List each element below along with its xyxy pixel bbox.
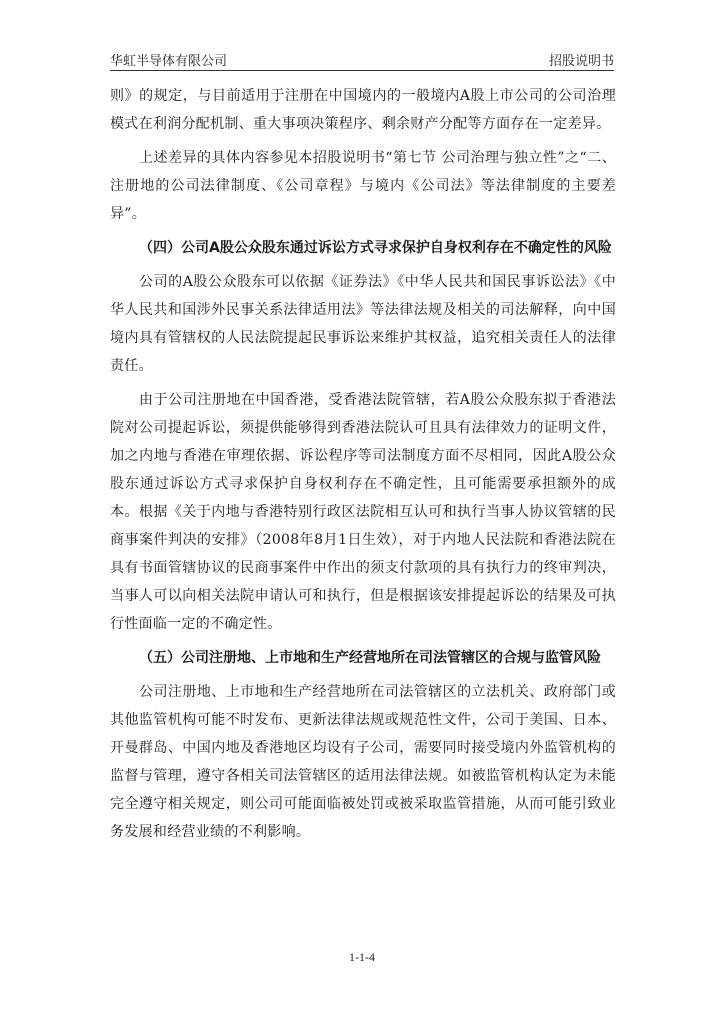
page-number: 1-1-4 (349, 950, 375, 964)
page-header (110, 48, 614, 71)
header-company-name: 华虹半导体有限公司 (110, 54, 228, 69)
paragraph-litigation-basis: 公司的A股公众股东可以依据《证券法》《中华人民共和国民事诉讼法》《中华人民共和国涉外民事关系法律适用法》等法律法规及相关的司法解释，向中国境内具有管辖权的人民法院提起民事诉讼来维护其权益，追究相关责任人的法律责任。 (110, 274, 616, 374)
paragraph-continuation: 则》的规定，与目前适用于注册在中国境内的一般境内A股上市公司的公司治理模式在利润分配机制、重大事项决策程序、剩余财产分配等方面存在一定差异。 (110, 88, 616, 132)
paragraph-hong-kong-jurisdiction: 由于公司注册地在中国香港，受香港法院管辖，若A股公众股东拟于香港法院对公司提起诉讼，须提供能够得到香港法院认可且具有法律效力的证明文件，加之内地与香港在审理依据、诉讼程序等司法制度方面不尽相同，因此A股公众股东通过诉讼方式寻求保护自身权利存在不确定性，且可能需要承担额外的成本。根据《关于内地与香港特别行政区法院相互认可和执行当事人协议管辖的民商事案件判决的安排》（2008年8月1日生效），对于内地人民法院和香港法院在具有书面管辖协议的民商事案件中作出的须支付款项的具有执行力的终审判决，当事人可以向相关法院申请认可和执行，但是根据该安排提起诉讼的结果及可执行性面临一定的不确定性。 (110, 392, 616, 632)
paragraph-differences-reference: 上述差异的具体内容参见本招股说明书“第七节 公司治理与独立性”之“二、注册地的公司法律制度、《公司章程》与境内《公司法》等法律制度的主要差异”。 (110, 150, 616, 222)
section-heading-compliance-risk: （五）公司注册地、上市地和生产经营地所在司法管辖区的合规与监管风险 (139, 650, 601, 666)
section-heading-litigation-risk: （四）公司A股公众股东通过诉讼方式寻求保护自身权利存在不确定性的风险 (139, 240, 612, 256)
header-document-type: 招股说明书 (548, 54, 614, 69)
document-body (110, 82, 616, 852)
paragraph-compliance-regulation: 公司注册地、上市地和生产经营地所在司法管辖区的立法机关、政府部门或其他监管机构可能不时发布、更新法律法规或规范性文件，公司于美国、日本、开曼群岛、中国内地及香港地区均设有子公司，需要同时接受境内外监管机构的监督与管理，遵守各相关司法管辖区的适用法律法规。如被监管机构认定为未能完全遵守相关规定，则公司可能面临被处罚或被采取监管措施，从而可能引致业务发展和经营业绩的不利影响。 (110, 684, 616, 840)
